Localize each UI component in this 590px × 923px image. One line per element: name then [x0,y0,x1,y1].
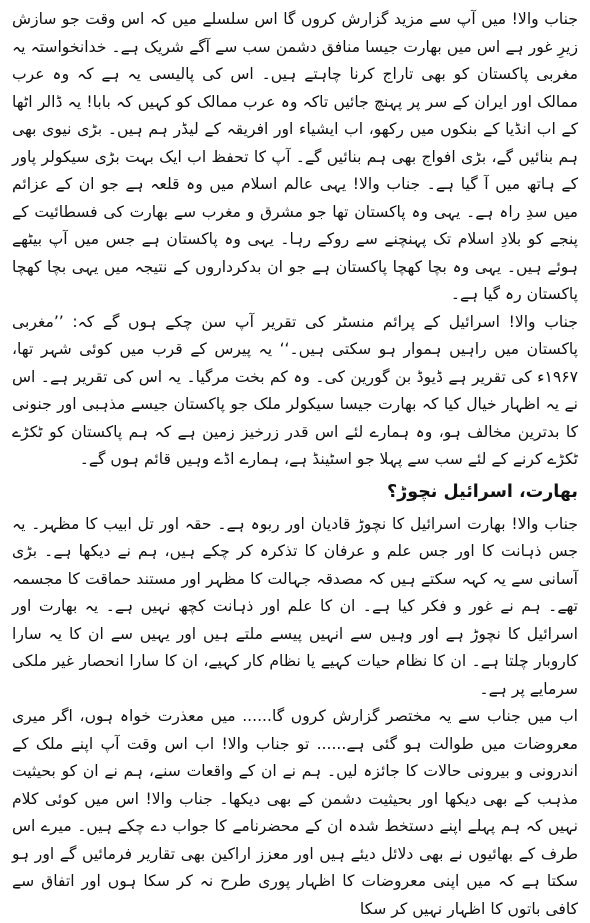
section-heading: بھارت، اسرائیل نچوڑ؟ [387,481,578,502]
paragraph-israel-pm-speech: جناب والا! اسرائیل کے پرائم منسٹر کی تقریر آپ سن چکے ہوں گے کہ: ’’مغربی پاکستان میں راہیں ہموار ہو سکتی ہیں۔‘‘ یہ پیرس کے قرب میں کوئی شہر تھا، ۱۹۶۷ء کی تقریر ہے ڈیوڈ بن گورین کی۔ وہ کم بخت مرگیا۔ یہ اس کی تقریر ہے۔ اس نے یہ اظہار خیال کیا کہ بھارت جیسا سیکولر ملک جو پاکستان جیسے مذہبی اور جنونی کا بدترین مخالف ہو، وہ ہمارے لئے اس قدر زرخیز زمین ہے کہ ہم پاکستان کو ٹکڑے ٹکڑے کرنے کے لئے سب سے پہلا جو اسٹینڈ ہے، ہمارے اڈے وہیں قائم ہوں گے۔ [12,312,578,468]
paragraph-qadian-rabwah: جناب والا! بھارت اسرائیل کا نچوڑ قادیان اور ربوہ ہے۔ حقہ اور تل ابیب کا مظہر۔ یہ جس ذہانت کا اور جس علم و عرفان کا تذکرہ کر چکے ہیں، ہم نے دیکھا ہے۔ بڑی آسانی سے یہ کہہ سکتے ہیں کہ مصدقہ جہالت کا مظہر اور مستند حماقت کا مجسمہ تھے۔ ہم نے غور و فکر کیا ہے۔ ان کا علم اور ذہانت کچھ نہیں ہے۔ یہ بھارت اور اسرائیل کا نچوڑ ہے اور وہیں سے انہیں پیسے ملتے ہیں اور یہیں سے ان کا یہ سارا کاروبار چلتا ہے۔ ان کا نظام حیات کہیے یا نظام کار کہیے، ان کا سارا انحصار غیر ملکی سرمایے پر ہے۔ [12,514,578,698]
paragraph-pakistan-conspiracy: جناب والا! میں آپ سے مزید گزارش کروں گا اس سلسلے میں کہ اس وقت جو سازش زیرِ غور ہے اس میں بھارت جیسا منافق دشمن سب سے آگے شریک ہے۔ خدانخواستہ یہ مغربی پاکستان کو بھی تاراج کرنا چاہتے ہیں۔ اس کی پالیسی یہ ہے کہ وہ عرب ممالک اور ایران کے سر پر پہنچ جائیں تاکہ وہ عرب ممالک کو کہیں کہ بابا! یہ ڈالر اٹھا کے اب انڈیا کے بنکوں میں رکھو، اب ایشیاء اور افریقہ کے لیڈر ہم ہیں۔ بڑی نیوی بھی ہم بنائیں گے، بڑی افواج بھی ہم بنائیں گے۔ آپ کا تحفظ اب ایک بہت بڑی سیکولر پاور کے ہاتھ میں آ گیا ہے۔ جناب والا! یہی عالم اسلام میں وہ قلعہ ہے جو ان کے عزائم میں سدِ راہ ہے۔ یہی وہ پاکستان تھا جو مشرق و مغرب سے بھارت کی فسطائیت کے پنجے کو بلادِ اسلام تک پہنچنے سے روکے رہا۔ یہی وہ پاکستان ہے جس میں آپ بیٹھے ہوئے ہیں۔ یہی وہ بچا کھچا پاکستان ہے جو ان بدکرداروں کے نتیجہ میں یہی بچا کھچا پاکستان رہ گیا ہے۔ [12,10,578,303]
paragraph-closing-request: اب میں جناب سے یہ مختصر گزارش کروں گا...... میں معذرت خواہ ہوں، اگر میری معروضات میں طوالت ہو گئی ہے...... تو جناب والا! اب اس وقت آپ اپنے ملک کے اندرونی و بیرونی حالات کا جائزہ لیں۔ ہم نے ان کے واقعات سنے، ہم نے ان کو بحیثیت مذہب کے بھی دیکھا اور بحیثیت دشمن کے بھی دیکھا۔ جناب والا! اس میں کوئی کلام نہیں کہ ہم پہلے اپنے دستخط شدہ ان کے محضرنامے کا جواب دے چکے ہیں۔ میرے اس طرف کے بھائیوں نے بھی دلائل دیئے ہیں اور معزز اراکین بھی تقاریر فرمائیں گے اور ہو سکتا ہے کہ میں اپنی معروضات کا اظہار پوری طرح نہ کر سکا ہوں اور اتفاق سے کافی باتوں کا اظہار نہیں کر سکا [12,707,578,918]
